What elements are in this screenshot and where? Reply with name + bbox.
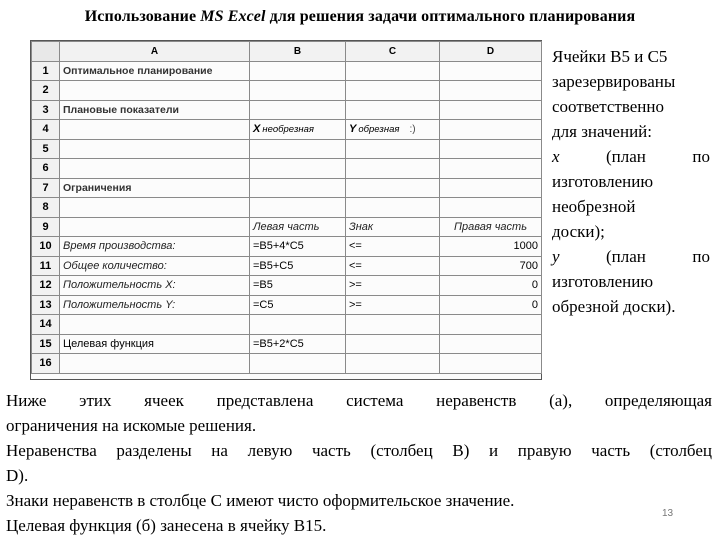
cell-c9: Знак	[346, 217, 440, 237]
side-line: для значений:	[552, 122, 652, 141]
side-line: Ячейки В5 и С5	[552, 47, 668, 66]
cell-c13: >=	[346, 295, 440, 315]
sheet-row	[32, 81, 542, 101]
cell-b9: Левая часть	[250, 217, 346, 237]
cell-c3	[346, 100, 440, 120]
cell-a16	[60, 354, 250, 374]
row-number: 15	[32, 334, 60, 354]
cell-c14	[346, 315, 440, 335]
cell-b1	[250, 61, 346, 81]
slide-title	[0, 8, 720, 26]
sheet-row	[32, 295, 542, 315]
cell-c16	[346, 354, 440, 374]
row-number: 1	[32, 61, 60, 81]
cell-c1	[346, 61, 440, 81]
sheet-row	[32, 237, 542, 257]
cell-d3	[440, 100, 542, 120]
cell-d15	[440, 334, 542, 354]
cell-a2	[60, 81, 250, 101]
cell-d8	[440, 198, 542, 218]
side-line: зарезервированы	[552, 72, 676, 91]
cell-b3	[250, 100, 346, 120]
cell-a9	[60, 217, 250, 237]
row-number: 2	[32, 81, 60, 101]
cell-d9: Правая часть	[440, 217, 542, 237]
row-number: 9	[32, 217, 60, 237]
cell-d12: 0	[440, 276, 542, 296]
row-number: 8	[32, 198, 60, 218]
title-part-1: Использование	[84, 8, 197, 25]
cell-a1: Оптимальное планирование	[60, 61, 250, 81]
cell-c11: <=	[346, 256, 440, 276]
side-word: (план	[606, 147, 646, 166]
body-line: ограничения на искомые решения.	[6, 416, 257, 435]
cell-c10: <=	[346, 237, 440, 257]
cell-c5	[346, 139, 440, 159]
cell-a13: Положительность Y:	[60, 295, 250, 315]
cell-d11: 700	[440, 256, 542, 276]
cell-c7	[346, 178, 440, 198]
cell-b15: =B5+2*C5	[250, 334, 346, 354]
side-word: (план	[606, 247, 646, 266]
cell-d4	[440, 120, 542, 140]
sheet-row	[32, 120, 542, 140]
row-number: 4	[32, 120, 60, 140]
title-part-2: для решения задачи оптимального планирования	[269, 8, 636, 25]
body-text	[6, 388, 712, 538]
cell-d13: 0	[440, 295, 542, 315]
row-number: 5	[32, 139, 60, 159]
column-header-c: C	[346, 42, 440, 62]
side-line: доски);	[552, 222, 605, 241]
cell-d5	[440, 139, 542, 159]
sheet-row	[32, 139, 542, 159]
column-header-a: A	[60, 42, 250, 62]
sheet-row	[32, 354, 542, 374]
side-line-x	[552, 144, 710, 169]
row-number: 13	[32, 295, 60, 315]
cell-b13: =C5	[250, 295, 346, 315]
body-line: D).	[6, 466, 29, 485]
cell-b11: =B5+C5	[250, 256, 346, 276]
side-line: необрезной	[552, 197, 636, 216]
spreadsheet-image	[30, 40, 542, 380]
x-variable: X	[253, 123, 261, 136]
cell-b14	[250, 315, 346, 335]
row-number: 12	[32, 276, 60, 296]
cell-b2	[250, 81, 346, 101]
row-number: 3	[32, 100, 60, 120]
cell-b4	[250, 120, 346, 140]
cell-d16	[440, 354, 542, 374]
cell-d1	[440, 61, 542, 81]
sheet-row	[32, 61, 542, 81]
sheet-row	[32, 315, 542, 335]
cell-d7	[440, 178, 542, 198]
sheet-row	[32, 334, 542, 354]
cell-b16	[250, 354, 346, 374]
side-line-y	[552, 244, 710, 269]
cell-a7: Ограничения	[60, 178, 250, 198]
cell-c2	[346, 81, 440, 101]
column-header-row	[32, 42, 542, 62]
side-line: изготовлению	[552, 172, 654, 191]
x-symbol: x	[552, 147, 560, 166]
cell-a6	[60, 159, 250, 179]
sheet-row	[32, 100, 542, 120]
cell-b7	[250, 178, 346, 198]
cell-c4	[346, 120, 440, 140]
sheet-row	[32, 178, 542, 198]
y-variable: Y	[349, 123, 357, 136]
sheet-row	[32, 217, 542, 237]
y-label: обрезная	[358, 124, 400, 136]
row-number: 10	[32, 237, 60, 257]
cell-a12: Положительность X:	[60, 276, 250, 296]
cell-b8	[250, 198, 346, 218]
row-number: 11	[32, 256, 60, 276]
title-app-name: MS Excel	[200, 8, 266, 25]
column-header-b: B	[250, 42, 346, 62]
cell-c6	[346, 159, 440, 179]
cell-a14	[60, 315, 250, 335]
corner-cell	[32, 42, 60, 62]
column-header-d: D	[440, 42, 542, 62]
cell-c15	[346, 334, 440, 354]
cell-d10: 1000	[440, 237, 542, 257]
cell-b10: =B5+4*C5	[250, 237, 346, 257]
cell-d6	[440, 159, 542, 179]
x-label: необрезная	[262, 124, 314, 136]
cell-a10: Время производства:	[60, 237, 250, 257]
spreadsheet-grid	[31, 41, 542, 374]
side-line: соответственно	[552, 97, 665, 116]
page-number: 13	[662, 508, 674, 519]
body-line: Ниже этих ячеек представлена система неравенств (а), определяющая	[6, 391, 712, 410]
cell-a3: Плановые показатели	[60, 100, 250, 120]
sheet-row	[32, 276, 542, 296]
side-line: изготовлению	[552, 272, 654, 291]
cell-a11: Общее количество:	[60, 256, 250, 276]
cell-c4-tail: :)	[409, 124, 416, 136]
cell-a5	[60, 139, 250, 159]
side-word: по	[692, 147, 710, 166]
row-number: 16	[32, 354, 60, 374]
sheet-row	[32, 159, 542, 179]
cell-c12: >=	[346, 276, 440, 296]
cell-d2	[440, 81, 542, 101]
cell-a15: Целевая функция	[60, 334, 250, 354]
row-number: 7	[32, 178, 60, 198]
side-explanation	[552, 44, 710, 319]
cell-d14	[440, 315, 542, 335]
side-line: обрезной доски).	[552, 297, 676, 316]
cell-a4	[60, 120, 250, 140]
body-line: Целевая функция (б) занесена в ячейку В15.	[6, 516, 327, 535]
cell-c8	[346, 198, 440, 218]
y-symbol: y	[552, 247, 560, 266]
cell-b12: =B5	[250, 276, 346, 296]
sheet-row	[32, 256, 542, 276]
body-line: Знаки неравенств в столбце С имеют чисто оформительское значение.	[6, 491, 515, 510]
cell-a8	[60, 198, 250, 218]
row-number: 6	[32, 159, 60, 179]
side-word: по	[692, 247, 710, 266]
cell-b6	[250, 159, 346, 179]
row-number: 14	[32, 315, 60, 335]
sheet-row	[32, 198, 542, 218]
body-line: Неравенства разделены на левую часть (столбец В) и правую часть (столбец	[6, 441, 712, 460]
cell-b5	[250, 139, 346, 159]
